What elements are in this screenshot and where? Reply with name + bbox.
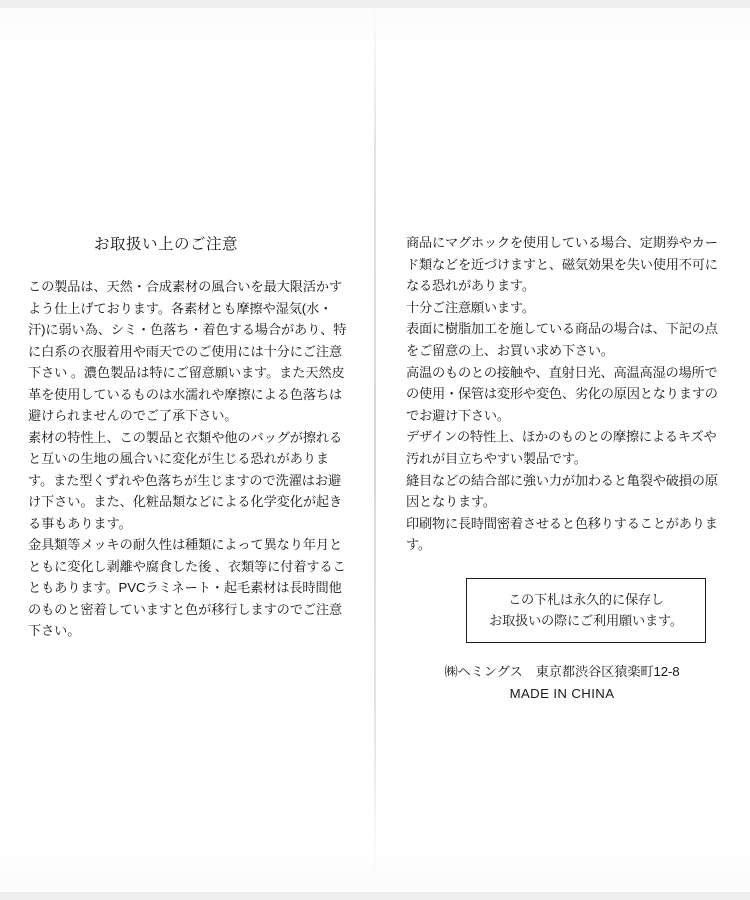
care-paragraph-9: 縫目などの結合部に強い力が加わると亀裂や破損の原因となります。 <box>406 472 718 510</box>
manufacturer-footer <box>406 661 718 704</box>
care-paragraph-1: この製品は、天然・合成素材の風合いを最大限活かすよう仕上げております。各素材とも摩擦や湿気(水・汗)に弱い為、シミ・色落ち・着色する場合があり、特に白系の衣服着用や雨天でのご使用には十分にご注意下さい 。濃色製品は特にご留意願います。また天然皮革を使用しているものは水濡れや摩擦による色落ちは避けられませんのでご了承下さい。 <box>28 279 347 423</box>
left-panel <box>28 232 348 642</box>
care-paragraph-7: 高温のものとの接触や、直射日光、高温高湿の場所での使用・保管は変形や変色、劣化の原因となりますのでお避け下さい。 <box>406 364 718 423</box>
care-paragraph-6: 表面に樹脂加工を施している商品の場合は、下記の点をご留意の上、お買い求め下さい。 <box>406 321 718 358</box>
notice-line-1: この下札は永久的に保存し <box>508 591 664 607</box>
company-address: ㈱ヘミングス 東京都渋谷区猿楽町12-8 <box>444 663 680 679</box>
care-paragraph-5: 十分ご注意願います。 <box>406 299 535 315</box>
keep-tag-notice-box <box>466 578 706 643</box>
care-paragraph-10: 印刷物に長時間密着させると色移りすることがあります。 <box>406 515 718 553</box>
care-paragraph-3: 金具類等メッキの耐久性は種類によって異なり年月とともに変化し剥離や腐食した後 、衣類等に付着することもあります。PVCラミネート・起毛素材は長時間他のものと密着していますと色が移行しますのでご注意下さい。 <box>28 537 346 638</box>
care-paragraph-4: 商品にマグホックを使用している場合、定期券やカード類などを近づけますと、磁気効果を失い使用不可になる恐れがあります。 <box>406 235 718 294</box>
care-instructions-heading: お取扱い上のご注意 <box>94 236 239 253</box>
care-paragraph-2: 素材の特性上、この製品と衣類や他のバッグが擦れると互いの生地の風合いに変化が生じる恐れがあります。また型くずれや色落ちが生じますので洗濯はお避け下さい。また、化粧品類などによる化学変化が起きる事もあります。 <box>28 429 343 531</box>
tag-fold-line <box>374 0 376 900</box>
country-of-origin: MADE IN CHINA <box>509 685 615 701</box>
notice-line-2: お取扱いの際にご利用願います。 <box>489 612 683 628</box>
care-paragraph-8: デザインの特性上、ほかのものとの摩擦によるキズや汚れが目立ちやすい製品です。 <box>406 429 717 466</box>
right-panel <box>406 232 718 704</box>
